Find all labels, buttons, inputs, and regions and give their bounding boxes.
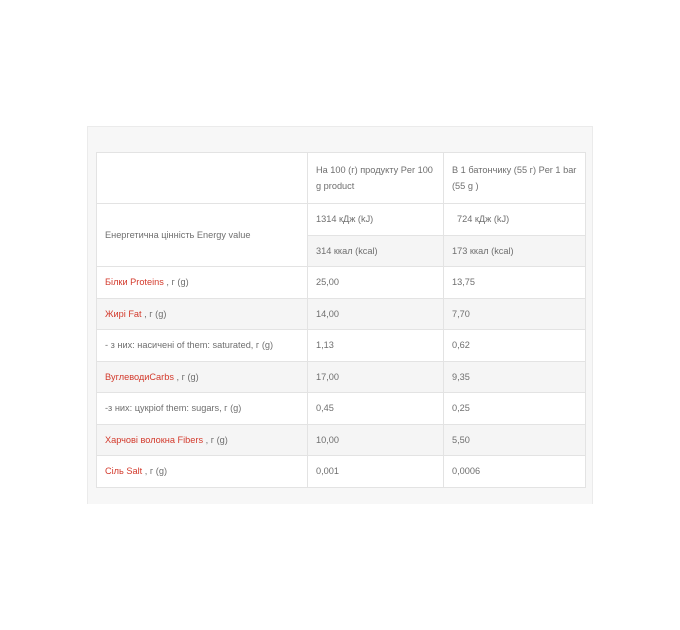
value-bar: 0,25	[444, 393, 586, 425]
value-bar: 9,35	[444, 361, 586, 393]
value-100g: 1,13	[308, 330, 444, 362]
table-row-energy-kj	[97, 204, 586, 236]
energy-label: Енергетична цінність Energy value	[97, 204, 308, 267]
row-label-sugars: -з них: цукріof them: sugars, г (g)	[97, 393, 308, 425]
nutrient-unit: , г (g)	[141, 308, 167, 319]
energy-kcal-bar: 173 ккал (kcal)	[444, 235, 586, 267]
header-per-bar: В 1 батончику (55 г) Per 1 bar (55 g )	[444, 153, 586, 204]
nutrient-unit: , г (g)	[142, 466, 168, 477]
header-per-100g: На 100 (г) продукту Per 100 g product	[308, 153, 444, 204]
nutrient-name: ВуглеводиCarbs	[105, 371, 174, 382]
row-label-fat	[97, 298, 308, 330]
table-row	[97, 424, 586, 456]
table-row	[97, 393, 586, 425]
energy-kj-bar: 724 кДж (kJ)	[444, 204, 586, 236]
row-label-saturated: - з них: насичені of them: saturated, г (g)	[97, 330, 308, 362]
value-100g: 14,00	[308, 298, 444, 330]
energy-kcal-100g: 314 ккал (kcal)	[308, 235, 444, 267]
energy-kj-100g: 1314 кДж (kJ)	[308, 204, 444, 236]
table-row	[97, 456, 586, 488]
value-bar: 7,70	[444, 298, 586, 330]
row-label-proteins	[97, 267, 308, 299]
value-100g: 25,00	[308, 267, 444, 299]
value-100g: 0,001	[308, 456, 444, 488]
nutrient-name: Харчові волокна Fibers	[105, 434, 204, 445]
table-row	[97, 361, 586, 393]
table-row	[97, 330, 586, 362]
nutrient-name: Білки Proteins	[105, 277, 164, 288]
row-label-fibers	[97, 424, 308, 456]
nutrient-name: Сіль Salt	[105, 466, 143, 477]
value-100g: 17,00	[308, 361, 444, 393]
value-bar: 0,0006	[444, 456, 586, 488]
table-row	[97, 267, 586, 299]
nutrition-panel	[87, 126, 593, 504]
row-label-salt	[97, 456, 308, 488]
nutrient-unit: , г (g)	[203, 434, 228, 445]
nutrient-name: Жирі Fat	[105, 308, 142, 319]
row-label-carbs	[97, 361, 308, 393]
value-100g: 10,00	[308, 424, 444, 456]
value-bar: 0,62	[444, 330, 586, 362]
value-bar: 13,75	[444, 267, 586, 299]
table-header-row	[97, 153, 586, 204]
nutrition-table	[96, 152, 586, 488]
value-bar: 5,50	[444, 424, 586, 456]
table-row	[97, 298, 586, 330]
nutrient-unit: , г (g)	[173, 371, 199, 382]
value-100g: 0,45	[308, 393, 444, 425]
header-empty-cell	[97, 153, 308, 204]
nutrient-unit: , г (g)	[163, 277, 189, 288]
